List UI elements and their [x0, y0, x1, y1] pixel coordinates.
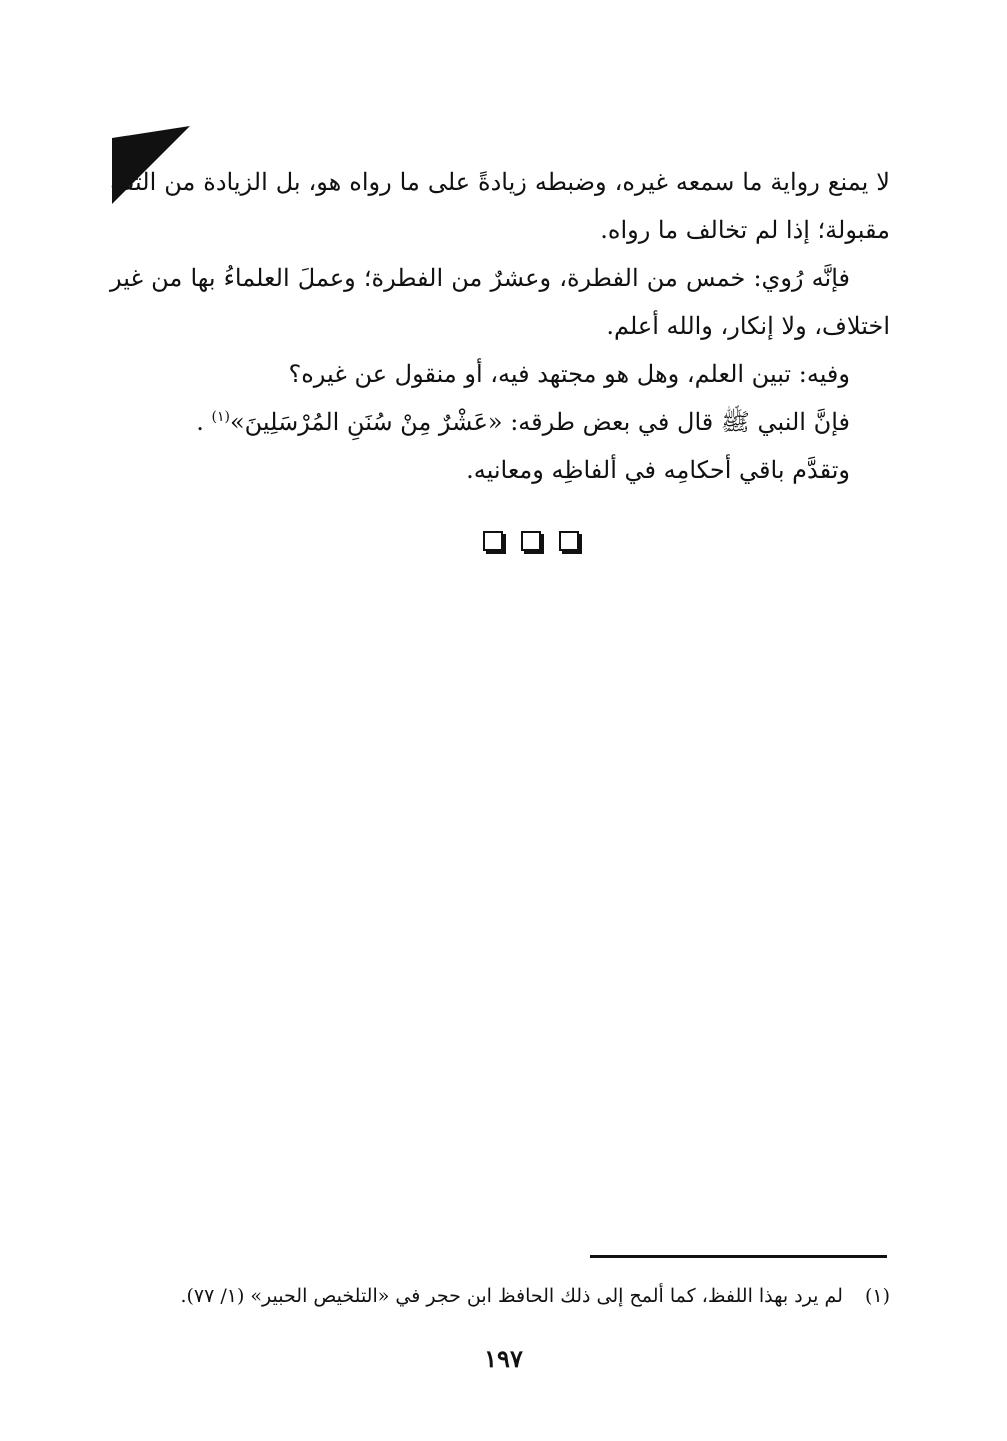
- footnote-text: لم يرد بهذا اللفظ، كما ألمح إلى ذلك الحافظ ابن حجر في «التلخيص الحبير» (١/ ٧٧).: [180, 1285, 843, 1307]
- footnote-number: (١): [864, 1285, 890, 1307]
- paragraph-5: وتقدَّم باقي أحكامِه في ألفاظِه ومعانيه.: [466, 456, 850, 484]
- separator-square-icon: [483, 531, 503, 551]
- footnote-divider: [590, 1255, 887, 1258]
- separator-square-icon: [559, 531, 579, 551]
- separator-square-icon: [521, 531, 541, 551]
- main-text: [110, 158, 890, 494]
- paragraph-2-line-2: اختلاف، ولا إنكار، والله أعلم.: [606, 312, 890, 340]
- paragraph-3: وفيه: تبين العلم، وهل هو مجتهد فيه، أو منقول عن غيره؟: [288, 360, 850, 388]
- paragraph-2-line-1: فإنَّه رُوي: خمس من الفطرة، وعشرٌ من الفطرة؛ وعملَ العلماءُ بها من غير: [110, 264, 850, 292]
- page-number: ١٩٧: [484, 1344, 523, 1373]
- paragraph-1-line-2: مقبولة؛ إذا لم تخالف ما رواه.: [600, 216, 890, 244]
- paragraph-4: [110, 398, 890, 446]
- section-separator: [483, 530, 579, 554]
- paragraph-1-line-1: لا يمنع رواية ما سمعه غيره، وضبطه زيادةً على ما رواه هو، بل الزيادة من الثقة: [110, 168, 890, 196]
- footnote: [170, 1282, 890, 1310]
- paragraph-4-end: .: [196, 408, 204, 436]
- footnote-reference[interactable]: (١): [211, 409, 230, 425]
- paragraph-4-text: فإنَّ النبي ﷺ قال في بعض طرقه: «عَشْرٌ مِنْ سُنَنِ المُرْسَلِينَ»: [229, 408, 850, 436]
